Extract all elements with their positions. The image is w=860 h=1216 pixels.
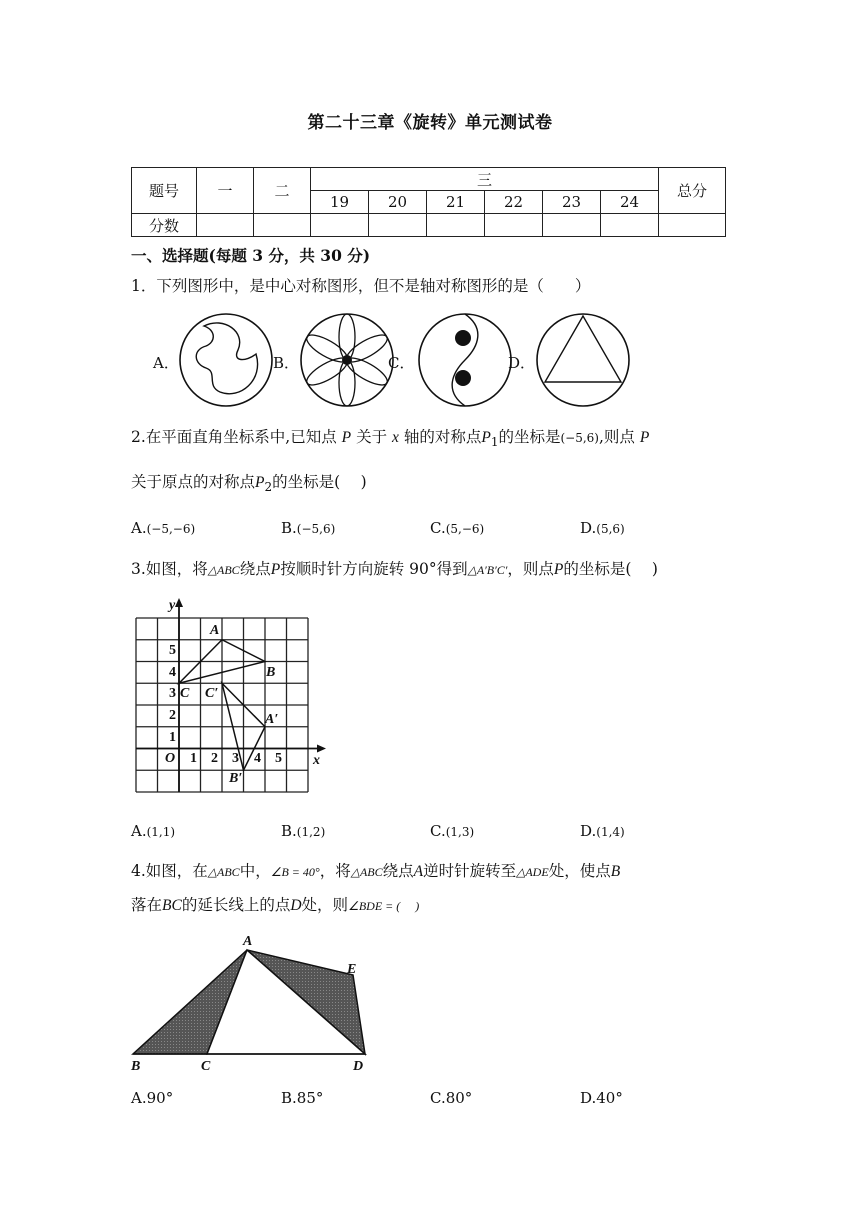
- point-c-label: C: [180, 686, 190, 701]
- q1-figure-c: [415, 310, 515, 410]
- score-table-total: 总分: [659, 168, 726, 214]
- page-title: 第二十三章《旋转》单元测试卷: [307, 113, 553, 133]
- x-tick: 2: [211, 751, 218, 766]
- point-a-label: A: [210, 623, 220, 638]
- point-c-prime-label: C′: [205, 686, 219, 701]
- q3-option-a: A.(1,1): [131, 822, 176, 840]
- q3-coordinate-grid-figure: [131, 596, 331, 796]
- x-tick: 4: [254, 751, 261, 766]
- question-1-text: 1．下列图形中，是中心对称图形，但不是轴对称图形的是（ ）: [131, 277, 591, 295]
- score-table-label-score: 分数: [132, 214, 197, 237]
- y-tick: 2: [169, 708, 176, 723]
- q2-option-d: D.(5,6): [580, 519, 625, 537]
- q1-figure-a: [176, 310, 276, 410]
- origin-label: O: [165, 751, 176, 766]
- question-2-line1: 2.在平面直角坐标系中,已知点 P 关于 x 轴的对称点$P_1$的坐标是(−5,6),则点 P: [131, 428, 650, 450]
- score-table-sub: 20: [369, 191, 427, 214]
- y-tick: 1: [169, 730, 176, 745]
- question-4-line1: 4.如图，在△ABC中，∠B = 40°，将△ABC绕点A逆时针旋转至△ADE处，使点B: [131, 862, 621, 880]
- score-table-part1: 一: [197, 168, 254, 214]
- q2-option-b: B.(−5,6): [281, 519, 336, 537]
- point-a-label: A: [243, 934, 253, 949]
- q4-option-b: B.85°: [281, 1089, 324, 1107]
- point-b-prime-label: B′: [229, 771, 243, 786]
- q1-option-c-label: C．: [388, 354, 415, 372]
- q1-option-a-label: A．: [153, 354, 179, 372]
- y-axis-label: y: [169, 598, 176, 613]
- point-b-label: B: [131, 1059, 141, 1074]
- question-4-line2: 落在BC的延长线上的点D处，则∠BDE = ( ): [131, 896, 420, 914]
- q1-option-d-label: D．: [508, 354, 536, 372]
- x-tick: 1: [190, 751, 197, 766]
- q3-option-d: D.(1,4): [580, 822, 625, 840]
- q4-rotation-figure: [125, 930, 385, 1075]
- question-2-line2: 关于原点的对称点$P_2$的坐标是( ): [131, 473, 367, 495]
- section-heading-choice: 一、选择题(每题 3 分，共 30 分): [131, 246, 371, 265]
- score-table: [131, 167, 726, 237]
- point-d-label: D: [353, 1059, 364, 1074]
- x-axis-label: x: [313, 753, 320, 768]
- point-a-prime-label: A′: [265, 712, 279, 727]
- point-e-label: E: [347, 962, 357, 977]
- score-table-part2: 二: [254, 168, 311, 214]
- q2-option-c: C.(5,−6): [430, 519, 485, 537]
- point-b-label: B: [266, 665, 276, 680]
- q1-figure-b: [297, 310, 397, 410]
- x-tick: 5: [275, 751, 282, 766]
- q3-option-b: B.(1,2): [281, 822, 326, 840]
- score-table-sub: 21: [427, 191, 485, 214]
- y-tick: 3: [169, 686, 176, 701]
- x-tick: 3: [232, 751, 239, 766]
- q4-option-d: D.40°: [580, 1089, 623, 1107]
- point-c-label: C: [201, 1059, 211, 1074]
- score-table-sub: 22: [485, 191, 543, 214]
- q2-option-a: A.(−5,−6): [131, 519, 196, 537]
- score-table-label-question: 题号: [132, 168, 197, 214]
- score-table-sub: 23: [543, 191, 601, 214]
- q1-option-b-label: B．: [273, 354, 300, 372]
- y-tick: 5: [169, 643, 176, 658]
- q1-figure-d: [533, 310, 633, 410]
- q3-option-c: C.(1,3): [430, 822, 475, 840]
- score-table-sub: 24: [601, 191, 659, 214]
- question-3-text: 3.如图，将△ABC绕点P按顺时针方向旋转 90°得到△A′B′C′，则点P的坐标是( ): [131, 560, 658, 578]
- q4-option-a: A.90°: [131, 1089, 174, 1107]
- score-table-sub: 19: [311, 191, 369, 214]
- score-table-part3: 三: [311, 168, 659, 191]
- y-tick: 4: [169, 665, 176, 680]
- q4-option-c: C.80°: [430, 1089, 473, 1107]
